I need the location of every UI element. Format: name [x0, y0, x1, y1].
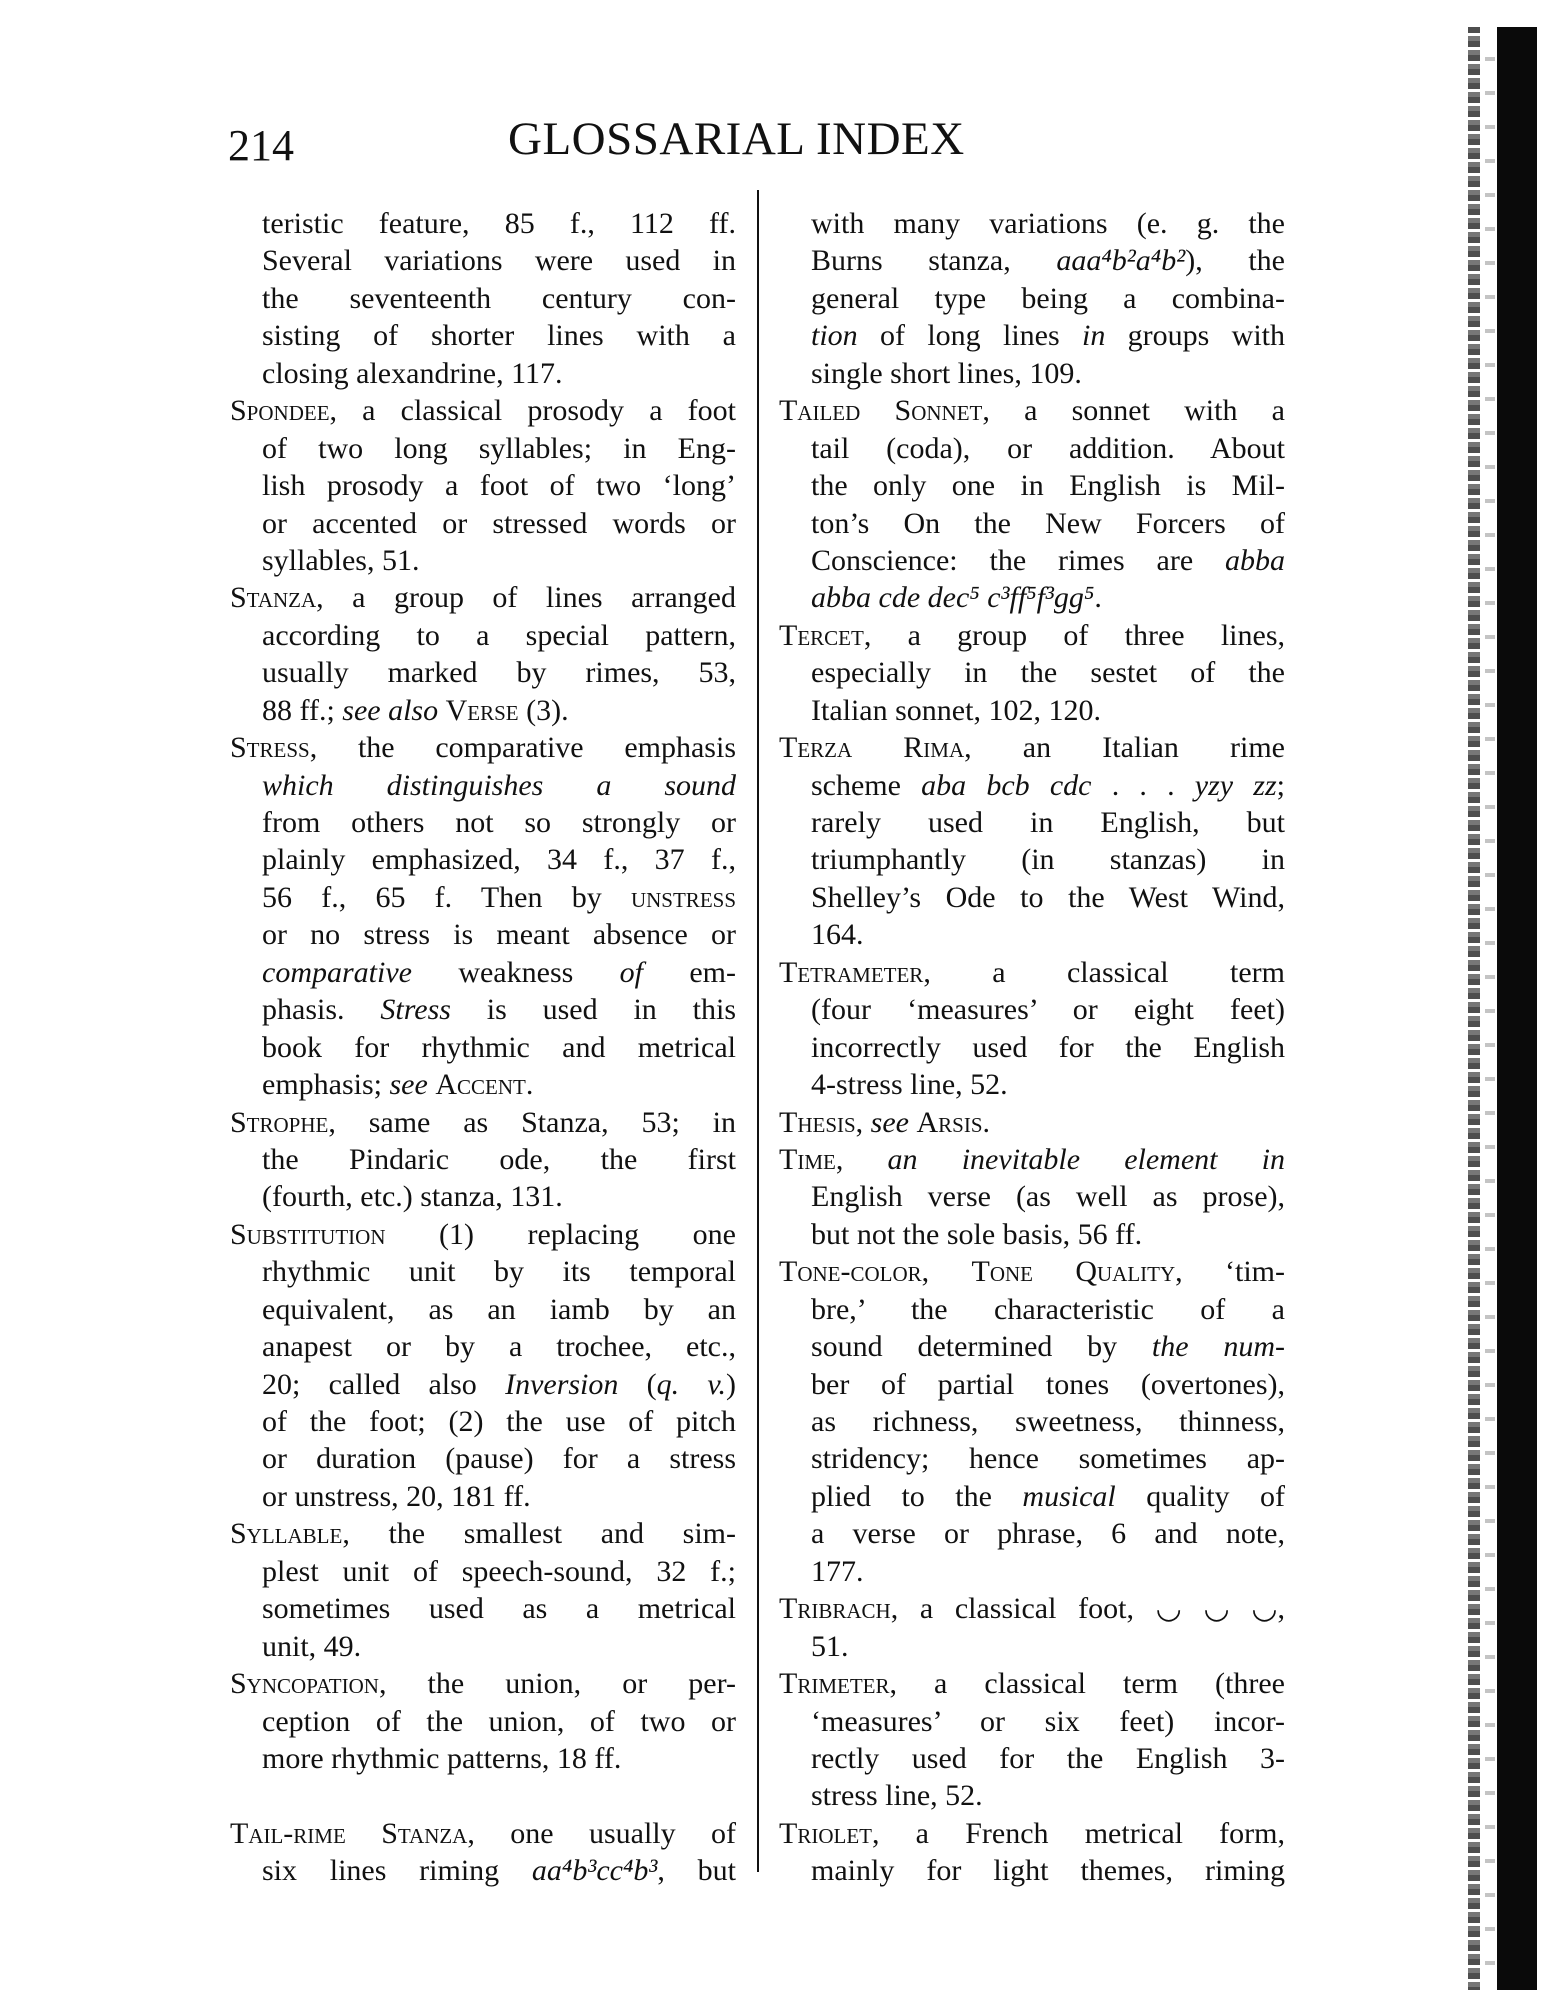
index-entry-line — [779, 1104, 1285, 1141]
index-continuation-line — [230, 954, 736, 991]
index-entry-line — [230, 1665, 736, 1702]
italic-text: see — [870, 1105, 909, 1139]
text-run: bre,’ the characteristic of a — [811, 1292, 1285, 1326]
italic-text: comparative — [262, 955, 412, 989]
text-run: lish prosody a foot of two ‘long’ — [262, 469, 736, 503]
text-run: plied to the — [811, 1479, 1023, 1513]
text-run: , one usually of — [467, 1816, 736, 1850]
headword: Trimeter — [779, 1667, 890, 1701]
text-run: , a classical term (three — [889, 1667, 1285, 1701]
text-run: incorrectly used for the English — [811, 1030, 1285, 1064]
page-title: GLOSSARIAL INDEX — [508, 113, 965, 165]
index-continuation-line — [779, 430, 1285, 467]
index-continuation-line — [230, 767, 736, 804]
text-run: ber of partial tones (overtones), — [811, 1367, 1285, 1401]
italic-text: which distinguishes a sound — [262, 768, 736, 802]
index-continuation-line — [230, 1440, 736, 1477]
italic-text: Inversion — [505, 1367, 619, 1401]
text-run: book for rhythmic and metrical — [262, 1030, 736, 1064]
text-run: ; — [1276, 768, 1285, 802]
index-continuation-line — [230, 280, 736, 317]
text-run: , a sonnet with a — [982, 394, 1285, 428]
text-run: , a French metrical form, — [871, 1816, 1285, 1850]
left-column — [230, 205, 736, 1890]
italic-text: q. v. — [656, 1367, 727, 1401]
index-continuation-line — [230, 1403, 736, 1440]
text-run: . — [982, 1105, 991, 1139]
text-run: em- — [643, 955, 736, 989]
text-run: ( — [618, 1367, 657, 1401]
text-run: , — [855, 1105, 871, 1139]
index-continuation-line — [230, 1703, 736, 1740]
text-run: 88 ff.; — [262, 693, 343, 727]
index-continuation-line — [779, 1178, 1285, 1215]
text-run: rarely used in English, but — [811, 806, 1285, 839]
index-continuation-line — [230, 1141, 736, 1178]
index-continuation-line — [230, 1590, 736, 1627]
headword: Time — [779, 1142, 836, 1176]
index-continuation-line — [779, 317, 1285, 354]
text-run: , but — [657, 1854, 736, 1888]
index-continuation-line — [230, 1291, 736, 1328]
headword: Tercet — [779, 618, 864, 652]
text-run: plainly emphasized, 34 f., 37 f., — [262, 843, 736, 877]
index-continuation-line — [779, 916, 1285, 953]
index-continuation-line — [779, 1328, 1285, 1365]
text-run: , a classical prosody a foot — [329, 394, 736, 428]
index-continuation-line — [230, 1628, 736, 1665]
index-continuation-line — [779, 841, 1285, 878]
text-run: Conscience: the rimes are — [811, 543, 1225, 577]
italic-text: yzy zz — [1194, 768, 1277, 802]
text-run: quality of — [1115, 1479, 1285, 1513]
index-continuation-line — [230, 692, 736, 729]
index-entry-line — [779, 617, 1285, 654]
index-continuation-line — [779, 355, 1285, 392]
text-run: , the comparative emphasis — [309, 731, 736, 765]
text-run: Several variations were used in — [262, 244, 736, 278]
headword: Syllable — [230, 1517, 343, 1551]
text-run: closing alexandrine, 117. — [262, 356, 563, 390]
binding-specks — [1485, 27, 1495, 1990]
text-run: of the foot; (2) the use of pitch — [262, 1405, 736, 1438]
italic-text: see — [389, 1068, 428, 1102]
headword: Accent — [435, 1068, 526, 1102]
text-run: the seventeenth century con- — [262, 281, 736, 315]
text-run: more rhythmic patterns, 18 ff. — [262, 1741, 622, 1775]
index-continuation-line — [779, 1029, 1285, 1066]
text-run: with many variations (e. g. the — [811, 207, 1285, 240]
text-run: single short lines, 109. — [811, 356, 1082, 390]
text-run: especially in the sestet of the — [811, 656, 1285, 690]
index-continuation-line — [779, 1403, 1285, 1440]
index-continuation-line — [230, 916, 736, 953]
blank-line — [230, 1777, 736, 1814]
index-continuation-line — [779, 767, 1285, 804]
index-continuation-line — [779, 467, 1285, 504]
text-run: of two long syllables; in Eng- — [262, 431, 736, 465]
text-run: ‘measures’ or six feet) incor- — [811, 1704, 1285, 1738]
index-continuation-line — [779, 654, 1285, 691]
text-run: rectly used for the English 3- — [811, 1741, 1285, 1775]
index-continuation-line — [779, 1703, 1285, 1740]
italic-text: aba bcb cdc — [921, 768, 1092, 802]
headword: unstress — [630, 880, 736, 914]
index-continuation-line — [230, 242, 736, 279]
text-run: Italian sonnet, 102, 120. — [811, 693, 1101, 727]
index-continuation-line — [230, 1852, 736, 1889]
index-continuation-line — [779, 280, 1285, 317]
italic-text: tion — [811, 319, 858, 353]
index-continuation-line — [230, 1066, 736, 1103]
headword: Substitution — [230, 1217, 386, 1251]
index-entry-line — [779, 1815, 1285, 1852]
text-run: unit, 49. — [262, 1629, 362, 1663]
index-continuation-line — [230, 467, 736, 504]
text-run: emphasis; — [262, 1068, 390, 1102]
index-continuation-line — [230, 1178, 736, 1215]
text-run: the only one in English is Mil- — [811, 469, 1285, 503]
text-run: triumphantly (in stanzas) in — [811, 843, 1285, 877]
text-run: , the smallest and sim- — [342, 1517, 736, 1551]
text-run: a verse or phrase, 6 and note, — [811, 1517, 1285, 1551]
index-continuation-line — [230, 1029, 736, 1066]
text-run: , a group of lines arranged — [316, 581, 736, 615]
index-continuation-line — [779, 1440, 1285, 1477]
italic-text: abba cde dec⁵ c³ff⁵f³gg⁵ — [811, 581, 1095, 615]
text-run: (3). — [518, 693, 569, 727]
index-entry-line — [779, 392, 1285, 429]
index-continuation-line — [779, 579, 1285, 616]
text-run: , same as Stanza, 53; in — [328, 1105, 736, 1139]
text-run: 56 f., 65 f. Then by — [262, 880, 631, 914]
index-continuation-line — [230, 879, 736, 916]
index-entry-line — [230, 579, 736, 616]
text-run: sisting of shorter lines with a — [262, 319, 736, 353]
index-entry-line — [779, 954, 1285, 991]
index-continuation-line — [230, 804, 736, 841]
binding-shadow-edge — [1497, 27, 1537, 1990]
index-continuation-line — [779, 804, 1285, 841]
text-run: or accented or stressed words or — [262, 506, 736, 540]
text-run: groups with — [1105, 319, 1285, 353]
text-run: but not the sole basis, 56 ff. — [811, 1217, 1143, 1251]
headword: Spondee — [230, 394, 330, 428]
index-continuation-line — [779, 205, 1285, 242]
index-continuation-line — [230, 1478, 736, 1515]
headword: Syncopation — [230, 1667, 379, 1701]
column-divider — [757, 190, 759, 1872]
index-continuation-line — [779, 1066, 1285, 1103]
index-entry-line — [230, 1216, 736, 1253]
text-run: . — [1094, 581, 1102, 615]
text-run: stridency; hence sometimes ap- — [811, 1442, 1285, 1476]
text-run: Shelley’s Ode to the West Wind, — [811, 880, 1285, 914]
text-run: , — [835, 1142, 888, 1176]
text-run: ception of the union, of two or — [262, 1704, 736, 1738]
index-entry-line — [779, 729, 1285, 766]
text-run: teristic feature, 85 f., 112 ff. — [262, 207, 736, 240]
italic-text: see also — [342, 693, 439, 727]
italic-text: the num- — [1151, 1330, 1285, 1364]
text-run: mainly for light themes, riming — [811, 1854, 1285, 1888]
italic-text: in — [1081, 319, 1106, 353]
index-entry-line — [230, 392, 736, 429]
text-run: English verse (as well as prose), — [811, 1180, 1285, 1214]
headword: Triolet — [779, 1816, 872, 1850]
italic-text: musical — [1022, 1479, 1116, 1513]
text-run: as richness, sweetness, thinness, — [811, 1405, 1285, 1438]
text-run: Burns stanza, — [811, 244, 1057, 278]
page-number: 214 — [228, 121, 294, 170]
text-run: tail (coda), or addition. About — [811, 431, 1285, 465]
text-run: rhythmic unit by its temporal — [262, 1255, 736, 1289]
index-entry-line — [230, 1815, 736, 1852]
index-continuation-line — [230, 991, 736, 1028]
index-entry-line — [230, 729, 736, 766]
index-continuation-line — [230, 841, 736, 878]
headword: Thesis — [779, 1105, 856, 1139]
italic-text: aa⁴b³cc⁴b³ — [531, 1854, 658, 1888]
index-continuation-line — [779, 1777, 1285, 1814]
text-run: usually marked by rimes, 53, — [262, 656, 736, 690]
text-run: ton’s On the New Forcers of — [811, 506, 1285, 540]
index-continuation-line — [779, 879, 1285, 916]
index-continuation-line — [230, 317, 736, 354]
index-entry-line — [779, 1665, 1285, 1702]
index-continuation-line — [230, 1740, 736, 1777]
index-entry-line — [779, 1253, 1285, 1290]
italic-text: Stress — [380, 993, 451, 1027]
text-run: , an Italian rime — [964, 731, 1285, 765]
index-entry-line — [779, 1141, 1285, 1178]
text-run: (1) replacing one — [385, 1217, 736, 1251]
italic-text: aaa⁴b²a⁴b² — [1056, 244, 1186, 278]
text-run: or no stress is meant absence or — [262, 918, 736, 952]
text-run: general type being a combina- — [811, 281, 1285, 315]
text-run: ), the — [1185, 244, 1285, 278]
text-run: (fourth, etc.) stanza, 131. — [262, 1180, 563, 1214]
index-continuation-line — [779, 1740, 1285, 1777]
index-continuation-line — [230, 1553, 736, 1590]
text-run: according to a special pattern, — [262, 618, 736, 652]
italic-text: abba — [1225, 543, 1285, 577]
text-run: ) — [726, 1367, 736, 1401]
headword: Terza Rima — [779, 731, 965, 765]
index-continuation-line — [230, 355, 736, 392]
index-entry-line — [230, 1515, 736, 1552]
index-continuation-line — [230, 1328, 736, 1365]
index-continuation-line — [230, 205, 736, 242]
index-continuation-line — [779, 505, 1285, 542]
headword: Tone-color — [779, 1255, 922, 1289]
text-run: scheme — [811, 768, 922, 802]
headword: Stress — [230, 731, 310, 765]
index-continuation-line — [779, 692, 1285, 729]
text-run: plest unit of speech-sound, 32 f.; — [262, 1554, 736, 1588]
italic-text: an inevitable element in — [887, 1142, 1285, 1176]
italic-text: of — [619, 955, 643, 989]
index-continuation-line — [230, 542, 736, 579]
index-continuation-line — [779, 1216, 1285, 1253]
text-run: 51. — [811, 1629, 849, 1663]
index-continuation-line — [779, 1366, 1285, 1403]
text-run: sometimes used as a metrical — [262, 1592, 736, 1626]
text-run: , the union, or per- — [378, 1667, 736, 1701]
text-run: , — [921, 1255, 972, 1289]
text-run: , a classical foot, ◡ ◡ ◡, — [890, 1592, 1285, 1626]
headword: Stanza — [230, 581, 317, 615]
index-entry-line — [230, 1104, 736, 1141]
text-run: phasis. — [262, 993, 381, 1027]
text-run: of long lines — [857, 319, 1082, 353]
index-continuation-line — [779, 1291, 1285, 1328]
text-run: equivalent, as an iamb by an — [262, 1292, 736, 1326]
text-run: 164. — [811, 918, 864, 952]
text-run: . — [525, 1068, 534, 1102]
index-continuation-line — [779, 991, 1285, 1028]
index-continuation-line — [230, 505, 736, 542]
headword: Tail-rime Stanza — [230, 1816, 468, 1850]
index-continuation-line — [230, 654, 736, 691]
headword: Tribrach — [779, 1592, 891, 1626]
index-continuation-line — [779, 1478, 1285, 1515]
text-run: , a group of three lines, — [863, 618, 1285, 652]
index-continuation-line — [779, 1852, 1285, 1889]
text-run: anapest or by a trochee, etc., — [262, 1330, 736, 1364]
text-run: six lines riming — [262, 1854, 532, 1888]
text-run: , ‘tim- — [1175, 1255, 1285, 1289]
headword: Arsis — [916, 1105, 983, 1139]
text-run: sound determined by — [811, 1330, 1152, 1364]
right-column — [779, 205, 1285, 1890]
text-run: or duration (pause) for a stress — [262, 1442, 736, 1476]
index-continuation-line — [230, 1366, 736, 1403]
text-run: stress line, 52. — [811, 1779, 983, 1813]
headword: Tailed Sonnet — [779, 394, 983, 428]
text-run: 20; called also — [262, 1367, 506, 1401]
text-run: weakness — [411, 955, 620, 989]
text-run: or unstress, 20, 181 ff. — [262, 1479, 531, 1513]
index-continuation-line — [230, 1253, 736, 1290]
text-run: syllables, 51. — [262, 543, 420, 577]
index-continuation-line — [779, 542, 1285, 579]
binding-shadow-thin — [1468, 27, 1480, 1990]
text-run: is used in this — [450, 993, 736, 1027]
index-continuation-line — [779, 1628, 1285, 1665]
text-run: . . . — [1091, 768, 1195, 802]
text-run: , a classical term — [923, 955, 1285, 989]
index-continuation-line — [230, 617, 736, 654]
index-entry-line — [779, 1590, 1285, 1627]
text-run: from others not so strongly or — [262, 806, 736, 839]
headword: Tetrameter — [779, 955, 924, 989]
text-run — [438, 694, 446, 727]
index-continuation-line — [779, 1515, 1285, 1552]
index-continuation-line — [230, 430, 736, 467]
headword: Verse — [445, 693, 519, 727]
headword: Strophe — [230, 1105, 329, 1139]
text-run: 177. — [811, 1554, 864, 1588]
text-run: 4-stress line, 52. — [811, 1068, 1008, 1102]
text-run: the Pindaric ode, the first — [262, 1142, 736, 1176]
index-continuation-line — [779, 1553, 1285, 1590]
headword: Tone Quality — [971, 1255, 1176, 1289]
text-run: (four ‘measures’ or eight feet) — [811, 993, 1285, 1027]
index-continuation-line — [779, 242, 1285, 279]
